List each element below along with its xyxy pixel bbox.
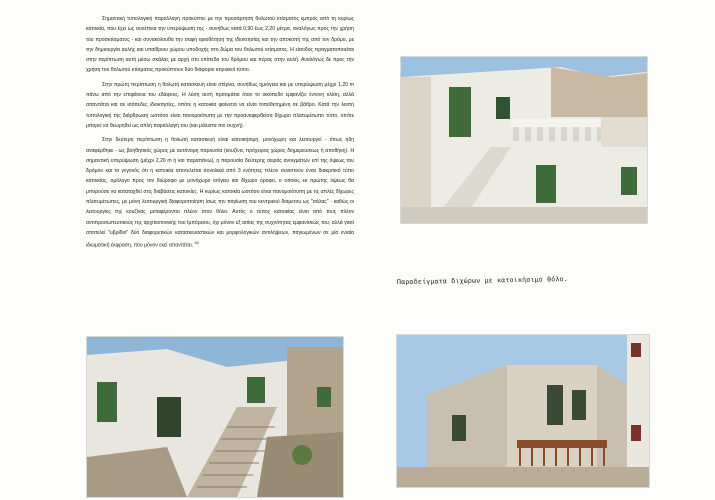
body-text-column [86,14,354,255]
paragraph-2: Στην πρώτη περίπτωση η θολωτή κατασκευή είναι στέρνα, συνήθως ημιόγεια και με υπερύψωση μέχρι 1,20 m πάνω από την επιφάνεια του εδάφους. Η λύση αυτή προτιμάται όταν το οικόπεδο εμφανίζει έντονη κλίση, αλλά απαντάται και σε ισόπεδες ιδιοκτησίες, οπότε η κατοικία φαίνεται να είναι τοποθετημένη σε βάθρο. Κατά την λοιπή τυπολογική της διάρθρωση ωστόσο είναι πανομοιότυπη με την προαναφερθείσα δίχωρο πλατυμέτωπο τύπο, οπότε μπορεί να θεωρηθεί ως απλή παραλλαγή του (και μάλιστα πιο συχνή). [86,81,354,129]
paragraph-3 [86,135,354,251]
photo-house-green-shutters [400,56,648,224]
photo-house-balcony [396,334,650,488]
paragraph-3-text: Στην δεύτερη περίπτωση η θολωτή κατασκευή είναι κατοικήσιμη, μονόχωρη και λειτουργεί - όπως ήδη αναφέρθηκε - ως βοηθητικός χώρος με αυτόνομη παρουσία (κουζίνα, πρόχειρος χώρος διημερεύσεως ή αποθήκη). Η σημαντική υπερύψωση (μέχρι 2,20 m ή και παραπάνω), η παρουσία δεύτερης σειράς ανοιγμάτων επί της όψεως του δρόμου και το γεγονός ότι η κατοικία αποτελείται συνολικά από 3 ενότητες πλέον συνιστούν έναν διακριτικό τύπο κατοικίας, ομόλογο προς τον διώροφο με μονόχωρο ισόγειο και δίχωρο όροφο, ο οποίος εκ πρώτης όψεως θα μπορούσε να καταταχθεί στις διαβάσεις κατοικίες. Η κυρίως κατοικία ωστόσο είναι πανομοιότυπη με τις απλές δίχωρες πλατυμέτωπες, με μόνη λειτουργική διαφοροποίηση ίσως την παγίωση του κεντρικού διαμετου ως "σάλας" - καθώς οι λειτουργίες της κουζίνας μεταφέρονται πλέον στον θόλο. Αυτός ο τύπος κατοικίας είναι από τους πλέον αντιπροσωπευτικούς της αρχιτεκτονικής του Ιμπόρειου, όχι μόνον εξ αιτίας της συχνότητας εμφανίσεώς του, αλλά γιατί αποτελεί "υβρίδιο" δύο διαφορετικών κατασκευαστικών και μορφολογικών αντιλήψεων, παγιωμένων σε μία ενιαία ιδιωματική έκφραση, που μόνον εκεί απαντάται. [86,137,354,249]
photo-caption: Παραδείγματα διχώρων με κατοικήσιμο θόλο. [396,275,569,287]
footnote-ref: 42 [194,240,199,246]
paragraph-1: Σημαντική τυπολογική παραλλαγή προκύπτει με την προσάρτηση θολωτού κτίσματος εμπρός από τη κυρίως κατοικία, που έχει ως συνέπεια την υπερύψωσή της - συνήθως κατά 0,90 έως 2,20 μέτρα, αναλόγως προς την χρήση του προσκτίσματος - και συνακόλουθα την σαφή οριοθέτηση της ιδιοκτησίας και την αποκοπή της από τον δρόμο, με την δημιουργία αυλής και υπαίθριου χώρου υποδοχής στο δώμα του θολωτού κτίσματος. Η είσοδος πραγματοποιείται στην περίπτωση αυτή μέσω σκάλας με αρχή στο επίπεδο του δρόμου και πέρας στην αυλή. Αναλόγως δε προς την χρήση του θολωτού κτίσματος προκύπτουν δύο διάφοροι κτιριακοί τύποι. [86,16,354,74]
photo-stone-stair-street [86,336,344,498]
